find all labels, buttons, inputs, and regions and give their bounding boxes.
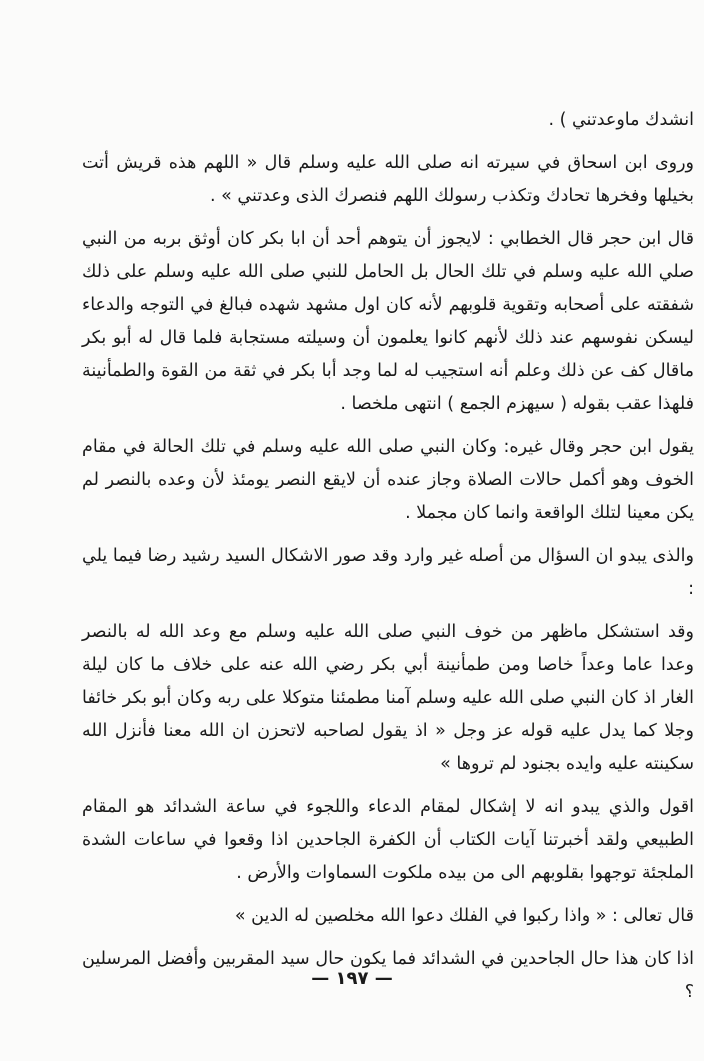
paragraph-9: اذا كان هذا حال الجاحدين في الشدائد فما يكون حال سيد المقربين وأفضل المرسلين ؟ xyxy=(82,949,694,1002)
page-number: — ١٩٧ — xyxy=(311,968,393,989)
paragraph-5: والذى يبدو ان السؤال من أصله غير وارد وقد صور الاشكال السيد رشيد رضا فيما يلي : xyxy=(82,546,694,599)
paragraph-4: يقول ابن حجر وقال غيره: وكان النبي صلى الله عليه وسلم في تلك الحالة في مقام الخوف وهو أكمل حالات الصلاة وجاز عنده أن لايقع النصر يومئذ لأن وعده بالنصر لم يكن معينا لتلك الواقعة وانما كان مجملا . xyxy=(82,437,694,523)
body-text xyxy=(82,104,694,1019)
paragraph-1: انشدك ماوعدتني ) . xyxy=(548,110,694,130)
paragraph-3: قال ابن حجر قال الخطابي : لايجوز أن يتوهم أحد أن ابا بكر كان أوثق بربه من النبي صلي الله عليه وسلم في تلك الحال بل الحامل للنبي صلى الله عليه وسلم على ذلك شفقته على أصحابه وتقوية قلوبهم لأنه كان اول مشهد شهده فبالغ في التوجه والدعاء ليسكن نفوسهم عند ذلك لأنهم كانوا يعلمون أن وسيلته مستجابة فلما قال له أبو بكر ماقال كف عن ذلك وعلم أنه استجيب له لما وجد أبا بكر في ثقة من القوة والطمأنينة فلهذا عقب بقوله ( سيهزم الجمع ) انتهى ملخصا . xyxy=(82,229,694,414)
paragraph-7: اقول والذي يبدو انه لا إشكال لمقام الدعاء واللجوء في ساعة الشدائد هو المقام الطبيعي ولقد أخبرتنا آيات الكتاب أن الكفرة الجاحدين اذا وقعوا في ساعات الشدة الملجئة توجهوا بقلوبهم الى من بيده ملكوت السماوات والأرض . xyxy=(82,797,694,883)
paragraph-8: قال تعالى : « واذا ركبوا في الفلك دعوا الله مخلصين له الدين » xyxy=(234,906,694,926)
paragraph-6: وقد استشكل ماظهر من خوف النبي صلى الله عليه وسلم مع وعد الله له بالنصر وعدا عاما وعداً خاصا ومن طمأنينة أبي بكر رضي الله عنه على خلاف ما كان ليلة الغار اذ كان النبي صلى الله عليه وسلم آمنا مطمئنا متوكلا على ربه وكان أبو بكر خائفا وجلا كما يدل عليه قوله عز وجل « اذ يقول لصاحبه لاتحزن ان الله معنا فأنزل الله سكينته عليه وايده بجنود لم تروها » xyxy=(82,622,694,774)
paragraph-2: وروى ابن اسحاق في سيرته انه صلى الله عليه وسلم قال « اللهم هذه قريش أتت بخيلها وفخرها تحادك وتكذب رسولك اللهم فنصرك الذى وعدتني » . xyxy=(82,153,694,206)
